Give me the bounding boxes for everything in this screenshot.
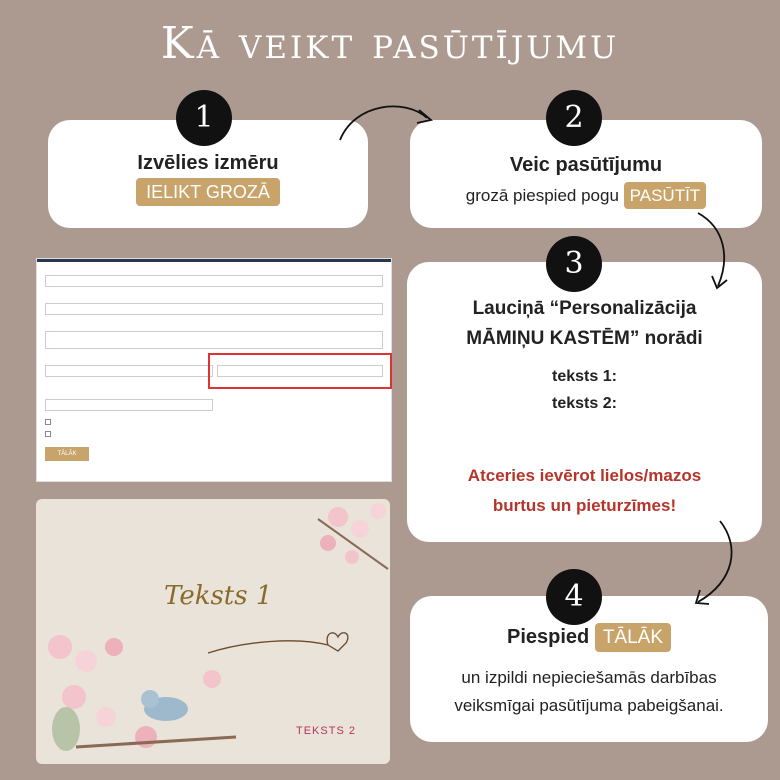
highlight-box: [208, 353, 392, 389]
step-4-title: Piespied: [506, 626, 590, 648]
step-3-line3: teksts 1:: [552, 368, 617, 385]
mockup-text-2: TEKSTS 2: [296, 725, 356, 737]
step-3-line1: Lauciņā “Personalizācija: [472, 298, 697, 319]
step-4-number: 4: [546, 569, 602, 625]
form-textarea: [45, 331, 383, 349]
step-3-line2: MĀMIŅU KASTĒM” norādi: [466, 328, 703, 349]
step-1-title: Izvēlies izmēru: [137, 152, 279, 174]
form-field-children: [45, 399, 213, 411]
step-3-number: 3: [546, 236, 602, 292]
step-2-number: 2: [546, 90, 602, 146]
next-badge: TĀLĀK: [595, 623, 671, 652]
form-next-button[interactable]: TĀLĀK: [45, 447, 89, 461]
page-title: Kā veikt pasūtījumu: [160, 18, 620, 69]
form-select-2: [45, 303, 383, 315]
step-2-title: Veic pasūtījumu: [509, 154, 663, 176]
form-screenshot: [36, 258, 392, 482]
step-2-text: grozā piespied pogu: [465, 186, 619, 205]
box-mockup: [36, 499, 390, 764]
step-4-line2: un izpildi nepieciešamās darbības: [461, 668, 717, 687]
step-3-card: [407, 262, 762, 542]
add-to-cart-badge: IELIKT GROZĀ: [136, 178, 280, 206]
form-select-1: [45, 275, 383, 287]
mockup-text-1: Teksts 1: [164, 581, 273, 611]
step-1-number: 1: [176, 90, 232, 146]
form-field-left: [45, 365, 213, 377]
blossom-top-right-icon: [298, 499, 390, 589]
order-badge: PASŪTĪT: [624, 182, 707, 209]
warning-line2: burtus un pieturzīmes!: [492, 496, 677, 515]
arrow-1-2-icon: [335, 98, 455, 158]
warning-line1: Atceries ievērot lielos/mazos: [467, 466, 702, 485]
arrow-3-4-icon: [690, 516, 750, 606]
step-4-line3: veiksmīgai pasūtījuma pabeigšanai.: [454, 696, 724, 715]
blossom-bird-icon: [36, 617, 256, 764]
step-3-line4: teksts 2:: [552, 395, 617, 412]
arrow-2-3-icon: [690, 208, 750, 298]
